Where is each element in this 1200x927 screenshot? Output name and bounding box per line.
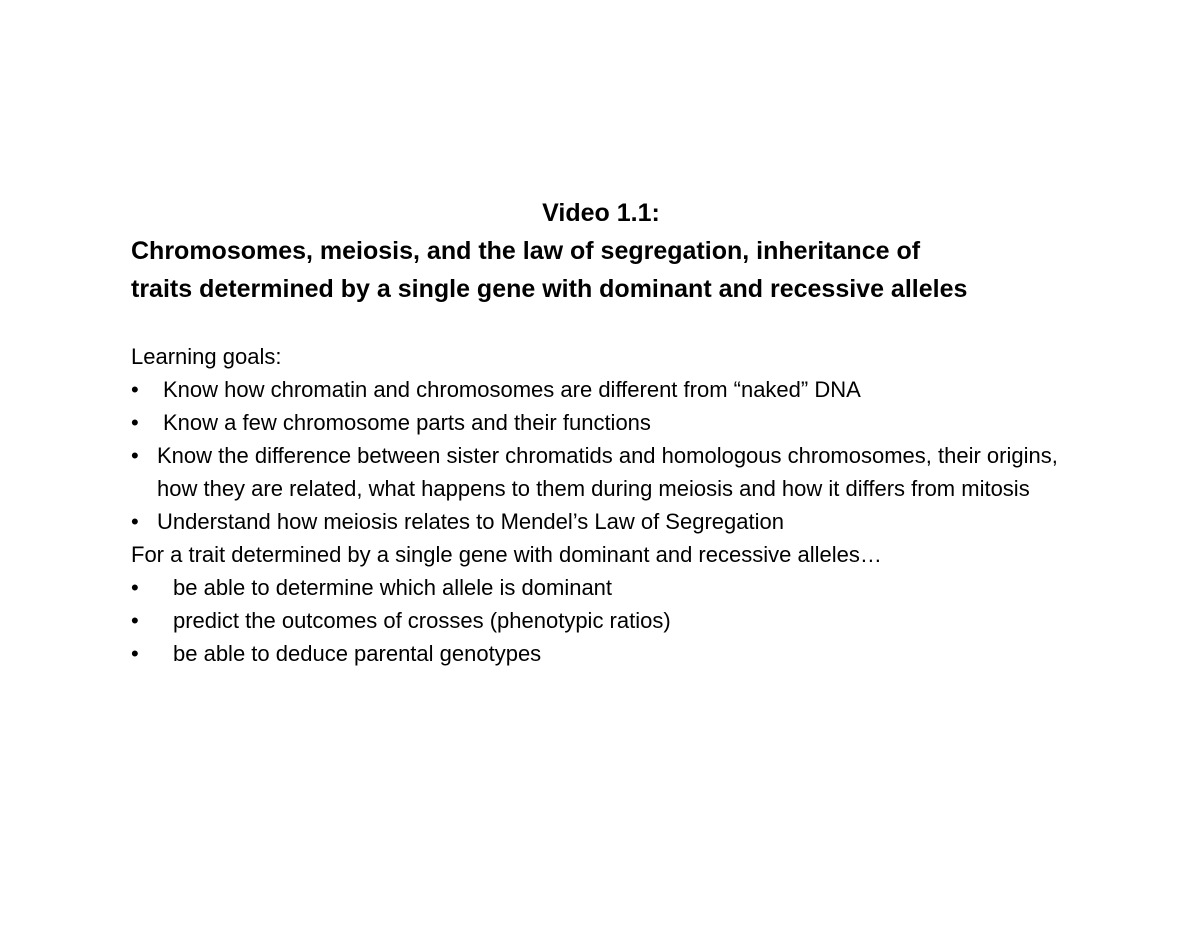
bullet-icon: • (131, 575, 139, 600)
slide-heading: Video 1.1: (542, 199, 660, 227)
trait-intro: For a trait determined by a single gene with dominant and recessive alleles… (131, 542, 882, 567)
trait-goal-text: predict the outcomes of crosses (phenotypic ratios) (173, 608, 671, 633)
list-item (131, 637, 1091, 670)
bullet-icon: • (131, 641, 139, 666)
list-item (131, 439, 1091, 505)
bullet-icon: • (131, 443, 139, 468)
bullet-icon: • (131, 509, 139, 534)
goal-text: Know a few chromosome parts and their functions (163, 410, 651, 435)
learning-goals-label: Learning goals: (131, 344, 282, 369)
goal-text: Know how chromatin and chromosomes are different from “naked” DNA (163, 377, 861, 402)
learning-goals (131, 340, 1091, 670)
list-item (131, 406, 1091, 439)
bullet-icon: • (131, 377, 139, 402)
list-item (131, 373, 1091, 406)
goal-text: Know the difference between sister chromatids and homologous chromosomes, their origins, how they are related, what happens to them during meiosis and how it differs from mitosis (157, 443, 1058, 501)
list-item (131, 505, 1091, 538)
trait-goal-text: be able to determine which allele is dominant (173, 575, 613, 600)
title-block (131, 194, 1071, 308)
bullet-icon: • (131, 608, 139, 633)
trait-goal-text: be able to deduce parental genotypes (173, 641, 542, 666)
bullet-icon: • (131, 410, 139, 435)
slide-subtitle-line-1: Chromosomes, meiosis, and the law of segregation, inheritance of (131, 237, 921, 265)
list-item (131, 604, 1091, 637)
slide-subtitle-line-2: traits determined by a single gene with dominant and recessive alleles (131, 275, 968, 303)
goal-text: Understand how meiosis relates to Mendel’s Law of Segregation (157, 509, 784, 534)
list-item (131, 571, 1091, 604)
